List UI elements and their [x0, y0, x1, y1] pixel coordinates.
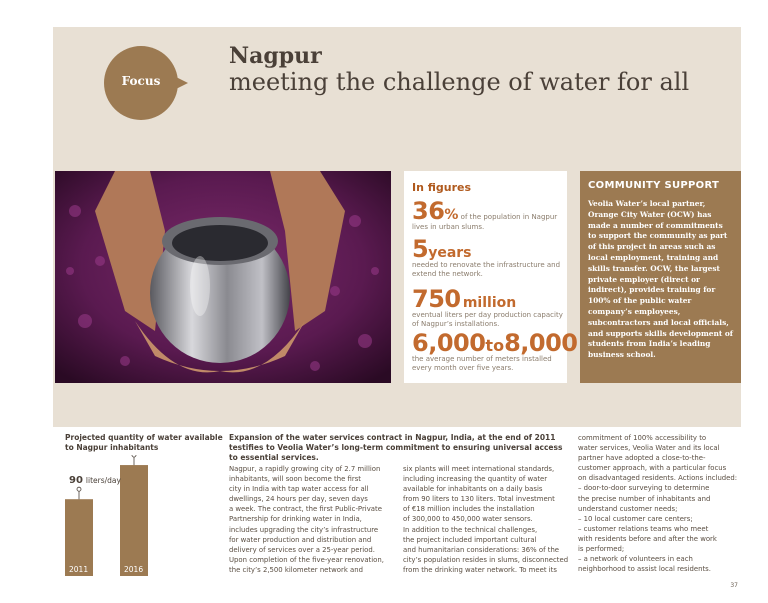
figure-number: 6,000 [412, 329, 486, 357]
water-quantity-chart [55, 455, 215, 577]
in-figures-panel [404, 171, 578, 383]
bar-2011-marker [77, 487, 81, 491]
page-number: 37 [730, 582, 738, 589]
figure-item [412, 199, 567, 232]
community-support-heading: COMMUNITY SUPPORT [588, 180, 720, 191]
figure-unit: million [462, 295, 517, 311]
bar-2016-marker [132, 455, 136, 457]
value-unit: liters/day [85, 476, 121, 486]
figure-connector: to [485, 336, 505, 355]
in-figures-heading: In figures [412, 181, 472, 194]
water-pot-photo [55, 171, 391, 383]
figure-text: of the population in Nagpur lives in urban slums. [412, 213, 558, 231]
focus-badge-label: Focus [121, 74, 161, 88]
bar-2016-category-label: 2016 [124, 565, 144, 574]
figure-text: eventual liters per day production capacity of Nagpur’s installations. [412, 311, 563, 328]
figure-number: 750 [412, 285, 461, 313]
article-column-1: Nagpur, a rapidly growing city of 2.7 million inhabitants, will soon become the first city in India with tap water access for all dwellings, 24 hours per day, seven days a week. The contract, the first Public-Private Partnership for drinking water in India, includes upgrading the city’s infrastructure for water production and distribution and delivery of services over a 25-year period. Upon completion of the five-year renovation, the city’s 2,500 kilometer network and [229, 465, 384, 574]
figure-unit: years [428, 245, 472, 261]
community-support-panel [580, 171, 741, 383]
chart-title: Projected quantity of water available to Nagpur inhabitants [65, 433, 223, 452]
figure-number: 36 [412, 197, 445, 225]
page-subtitle: meeting the challenge of water for all [229, 68, 690, 96]
figure-item [412, 237, 567, 279]
bar-2011-value-label [69, 475, 122, 486]
bar-2016 [120, 465, 148, 576]
article-column-2: six plants will meet international standards, including increasing the quantity of water available for inhabitants on a daily basis from 90 liters to 130 liters. Total investment of €18 million includes the installation of 300,000 to 450,000 water sensors. In addition to the technical challenges, the project included important cultural and humanitarian considerations: 36% of the city’s population resides in slums, disconnected from the drinking water network. To meet its [403, 465, 569, 574]
figure-text: the average number of meters installed every month over five years. [412, 355, 552, 372]
community-support-text: Veolia Water’s local partner, Orange City Water (OCW) has made a number of commitments to support the community as part of this project in areas such as local employment, training and skills transfer. OCW, the largest private employer (direct or indirect), provides training for 100% of the public water company’s employees, subcontractors and local officials, and supports skills development of students from India’s leading business school. [588, 199, 733, 360]
article-column-3: commitment of 100% accessibility to water services, Veolia Water and its local partner have adopted a close-to-the- customer approach, with a particular focus on disadvantaged residents. Actions included: – door-to-door surveying to determine the precise number of inhabitants and understand customer needs; – 10 local customer care centers; – customer relations teams who meet with residents before and after the work is performed; – a network of volunteers in each neighborhood to assist local residents. [578, 434, 738, 574]
value-number: 90 [69, 475, 83, 487]
figure-number: 5 [412, 235, 429, 263]
figure-number-2: 8,000 [504, 329, 578, 357]
figure-item [412, 329, 578, 373]
figure-text: needed to renovate the infrastructure and extend the network. [412, 261, 561, 278]
article-heading: Expansion of the water services contract in Nagpur, India, at the end of 2011 testifies to Veolia Water’s long-term commitment to ensuring universal access to essential services. [229, 433, 563, 462]
page-title: Nagpur [229, 43, 322, 69]
figure-unit: % [444, 207, 459, 223]
bar-2011-category-label: 2011 [69, 565, 89, 574]
figure-item [412, 287, 567, 329]
